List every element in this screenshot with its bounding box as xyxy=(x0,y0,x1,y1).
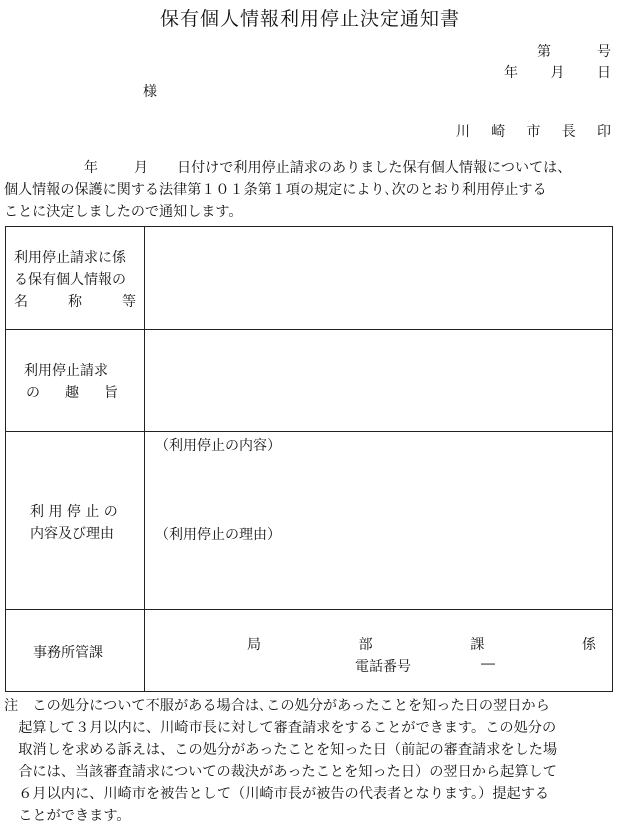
label-char-sho: 称 xyxy=(68,294,82,310)
reason-heading: （利用停止の理由） xyxy=(155,527,281,543)
seal-mark: 印 xyxy=(597,124,611,140)
number-prefix: 第 xyxy=(537,44,551,60)
value-cell-content-reason[interactable] xyxy=(145,432,613,610)
bureau-label: 局 xyxy=(247,637,261,653)
issuer-char-1: 川 xyxy=(456,124,470,140)
decision-table xyxy=(5,226,613,692)
table-row-department xyxy=(6,610,613,692)
label-char-shi: 旨 xyxy=(104,385,118,401)
table-row-request-purport xyxy=(6,330,613,432)
note-line-1: 注 この処分について不服がある場合は､この処分があったことを知った日の翌日から xyxy=(4,698,550,714)
intro-line-2: 個人情報の保護に関する法律第１０１条第１項の規定により､次のとおり利用停止する xyxy=(4,182,547,198)
number-suffix: 号 xyxy=(597,44,611,60)
issuer-char-3: 市 xyxy=(526,124,541,140)
label-cell-content-reason xyxy=(6,432,145,610)
department-org-line xyxy=(247,634,596,654)
document-number-line xyxy=(537,41,611,61)
label-item-name-line-3 xyxy=(14,291,136,313)
note-block xyxy=(4,695,616,827)
label-content-reason-line-1: 利 用 停 止 の xyxy=(30,504,118,520)
table-row-content-reason xyxy=(6,432,613,610)
label-department: 事務所管課 xyxy=(33,645,103,661)
content-heading: （利用停止の内容） xyxy=(155,438,281,454)
label-char-shu: 趣 xyxy=(65,385,79,401)
label-purport-line-1: 利用停止請求 xyxy=(24,363,108,379)
intro-month: 月 xyxy=(134,160,148,176)
note-line-5: ６月以内に、川崎市を被告として（川崎市長が被告の代表者となります。）提起する xyxy=(4,786,550,802)
label-cell-item-name xyxy=(6,227,145,330)
intro-year: 年 xyxy=(84,160,98,176)
month-label: 月 xyxy=(550,65,565,81)
document-title: 保有個人情報利用停止決定通知書 xyxy=(159,8,460,30)
label-item-name-line-2: る保有個人情報の xyxy=(14,272,126,288)
issuer-line xyxy=(456,121,611,141)
phone-dash: ― xyxy=(481,656,495,672)
label-cell-request-purport xyxy=(6,330,145,432)
label-char-to: 等 xyxy=(122,294,136,310)
year-label: 年 xyxy=(504,65,518,81)
value-cell-department[interactable] xyxy=(145,610,613,692)
intro-line-1: 日付けで利用停止請求のありました保有個人情報については、 xyxy=(177,160,572,176)
intro-line-3: ことに決定しましたので通知します。 xyxy=(4,204,243,220)
value-cell-request-purport[interactable] xyxy=(145,330,613,432)
value-cell-item-name[interactable] xyxy=(145,227,613,330)
note-line-6: ことができます。 xyxy=(4,808,131,824)
note-line-3: 取消しを求める訴えは、この処分があったことを知った日（前記の審査請求をした場 xyxy=(4,742,558,758)
label-content-reason-line-2: 内容及び理由 xyxy=(30,526,114,542)
label-cell-department xyxy=(6,610,145,692)
label-char-na: 名 xyxy=(14,294,28,310)
label-item-name-line-1: 利用停止請求に係 xyxy=(14,250,126,266)
addressee-suffix: 様 xyxy=(143,84,157,100)
issuer-char-2: 崎 xyxy=(491,124,506,140)
table-row-item-name xyxy=(6,227,613,330)
label-char-no: の xyxy=(26,385,40,401)
unit-label: 係 xyxy=(581,637,596,653)
division-label: 部 xyxy=(358,637,373,653)
issue-date-line xyxy=(504,62,611,82)
phone-label: 電話番号 xyxy=(355,659,411,675)
section-label: 課 xyxy=(470,637,485,653)
issuer-char-4: 長 xyxy=(561,124,576,140)
day-label: 日 xyxy=(597,65,611,81)
note-line-2: 起算して３月以内に、川崎市長に対して審査請求をすることができます。この処分の xyxy=(4,720,557,736)
note-line-4: 合には、当該審査請求についての裁決があったことを知った日）の翌日から起算して xyxy=(4,764,557,780)
label-purport-line-2 xyxy=(26,382,118,404)
